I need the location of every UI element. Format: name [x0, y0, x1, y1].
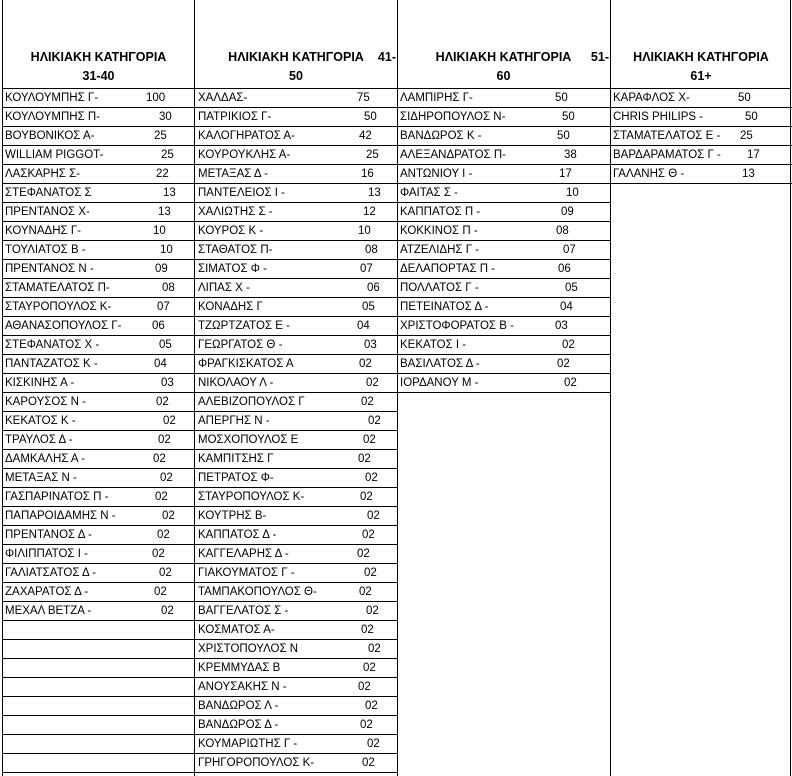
participant-name: ΣΤΑΘΑΤΟΣ Π- — [198, 244, 273, 256]
participant-name: ΑΛΕΞΑΝΔΡΑΤΟΣ Π- — [400, 149, 506, 161]
participant-points: 02 — [367, 510, 380, 522]
participant-points: 16 — [361, 168, 374, 180]
table-row[interactable] — [195, 716, 397, 735]
participant-name: ΜΕΤΑΞΑΣ Δ - — [198, 168, 268, 180]
participant-points: 02 — [158, 434, 171, 446]
participant-points: 02 — [361, 396, 374, 408]
participant-points: 07 — [360, 263, 373, 275]
table-row[interactable] — [2, 317, 195, 336]
participant-points: 30 — [159, 111, 172, 123]
table-row[interactable] — [397, 355, 610, 374]
participant-points: 50 — [745, 111, 758, 123]
participant-points: 02 — [357, 548, 370, 560]
participant-name: ΤΖΩΡΤΖΑΤΟΣ Ε - — [198, 320, 290, 332]
participant-points: 75 — [357, 92, 370, 104]
participant-name: ΤΑΜΠΑΚΟΠΟΥΛΟΣ Θ- — [198, 586, 317, 598]
table-row[interactable] — [195, 108, 397, 127]
participant-name: ΚΟΥΤΡΗΣ Β- — [198, 510, 267, 522]
table-row[interactable] — [2, 488, 195, 507]
table-row[interactable] — [397, 203, 610, 222]
participant-points: 03 — [364, 339, 377, 351]
participant-name: ΑΝΟΥΣΑΚΗΣ Ν - — [198, 681, 287, 693]
participant-name: ΤΟΥΛΙΑΤΟΣ Β - — [5, 244, 86, 256]
participant-name: ΚΟΝΑΔΗΣ Γ — [198, 301, 263, 313]
table-row[interactable] — [2, 602, 195, 621]
participant-name: ΠΕΤΕΙΝΑΤΟΣ Δ - — [400, 301, 489, 313]
participant-name: ΑΤΖΕΛΙΔΗΣ Γ - — [400, 244, 480, 256]
participant-points: 06 — [152, 320, 165, 332]
grid-line — [194, 0, 195, 776]
participant-name: ΣΙΔΗΡΟΠΟΥΛΟΣ Ν- — [400, 111, 506, 123]
category-header-title: ΗΛΙΚΙΑΚΗ ΚΑΤΗΓΟΡΙΑ — [228, 50, 364, 64]
participant-points: 10 — [153, 225, 166, 237]
category-column-4 — [610, 0, 792, 776]
table-row[interactable] — [2, 165, 195, 184]
table-row[interactable] — [195, 260, 397, 279]
category-column-2 — [195, 0, 397, 776]
table-row[interactable] — [195, 279, 397, 298]
category-header — [195, 48, 397, 86]
participant-points: 02 — [153, 453, 166, 465]
table-row[interactable] — [610, 89, 792, 108]
participant-name: ΓΑΣΠΑΡΙΝΑΤΟΣ Π - — [5, 491, 109, 503]
participant-name: ΣΤΕΦΑΝΑΤΟΣ Σ — [5, 187, 92, 199]
participant-name: ΚΕΚΑΤΟΣ Ι - — [400, 339, 467, 351]
participant-name: ΣΤΑΜΑΤΕΛΑΤΟΣ Π- — [5, 282, 110, 294]
table-row[interactable] — [2, 241, 195, 260]
participant-name: WILLIAM PIGGOT- — [5, 149, 104, 161]
participant-name: ΦΙΛΙΠΠΑΤΟΣ Ι - — [5, 548, 88, 560]
table-row[interactable] — [610, 165, 792, 184]
category-header-range-start: 51- — [590, 50, 609, 64]
participant-name: ΚΑΡΑΦΛΟΣ Χ- — [613, 92, 690, 104]
table-row[interactable] — [397, 165, 610, 184]
table-row[interactable] — [2, 108, 195, 127]
participant-name: ΠΡΕΝΤΑΝΟΣ Δ - — [5, 529, 92, 541]
participant-points: 25 — [154, 130, 167, 142]
table-row[interactable] — [610, 108, 792, 127]
participant-name: CHRIS PHILIPS - — [613, 111, 704, 123]
participant-name: ΚΟΣΜΑΤΟΣ Α- — [198, 624, 275, 636]
participant-points: 02 — [366, 377, 379, 389]
participant-points: 02 — [365, 700, 378, 712]
participant-name: ΜΕΤΑΞΑΣ Ν - — [5, 472, 77, 484]
participant-points: 50 — [562, 111, 575, 123]
participant-points: 02 — [154, 586, 167, 598]
category-header — [610, 48, 792, 86]
table-row[interactable] — [2, 526, 195, 545]
participant-points: 25 — [366, 149, 379, 161]
participant-points: 02 — [160, 472, 173, 484]
grid-line — [2, 0, 3, 776]
participant-name: ΚΟΥΝΑΔΗΣ Γ- — [5, 225, 81, 237]
table-row[interactable] — [2, 374, 195, 393]
grid-line — [610, 0, 611, 776]
table-row[interactable] — [2, 412, 195, 431]
participant-points: 02 — [364, 567, 377, 579]
participant-points: 02 — [362, 757, 375, 769]
table-row[interactable] — [397, 374, 610, 393]
table-row[interactable] — [2, 431, 195, 450]
participant-points: 10 — [358, 225, 371, 237]
table-row[interactable] — [2, 469, 195, 488]
category-column-3 — [397, 0, 610, 776]
participant-points: 17 — [559, 168, 572, 180]
participant-points: 10 — [566, 187, 579, 199]
participant-points: 02 — [162, 510, 175, 522]
table-row[interactable] — [397, 336, 610, 355]
participant-points: 42 — [359, 130, 372, 142]
participant-points: 02 — [358, 681, 371, 693]
table-row[interactable] — [2, 640, 195, 659]
table-row[interactable] — [2, 260, 195, 279]
participant-name: ΒΑΣΙΛΑΤΟΣ Δ - — [400, 358, 480, 370]
grid-line — [790, 0, 791, 776]
table-row[interactable] — [2, 564, 195, 583]
category-header-range: 61+ — [690, 69, 712, 83]
table-row[interactable] — [397, 317, 610, 336]
category-header-range: 60 — [496, 69, 511, 83]
table-row[interactable] — [195, 165, 397, 184]
table-row[interactable] — [195, 222, 397, 241]
participant-points: 08 — [556, 225, 569, 237]
table-row[interactable] — [2, 507, 195, 526]
table-row[interactable] — [397, 298, 610, 317]
participant-name: ΧΑΛΔΑΣ- — [198, 92, 248, 104]
participant-name: ΚΟΚΚΙΝΟΣ Π - — [400, 225, 478, 237]
table-row[interactable] — [195, 146, 397, 165]
table-row[interactable] — [195, 526, 397, 545]
participant-points: 02 — [359, 586, 372, 598]
participant-points: 09 — [155, 263, 168, 275]
table-row[interactable] — [2, 355, 195, 374]
participant-name: ΤΡΑΥΛΟΣ Δ - — [5, 434, 73, 446]
table-row[interactable] — [2, 393, 195, 412]
table-row[interactable] — [195, 602, 397, 621]
table-row[interactable] — [195, 754, 397, 773]
participant-name: ΚΟΥΛΟΥΜΠΗΣ Π- — [5, 111, 101, 123]
participant-points: 09 — [561, 206, 574, 218]
participant-name: ΓΑΛΙΑΤΣΑΤΟΣ Δ - — [5, 567, 97, 579]
table-row[interactable] — [2, 336, 195, 355]
participant-name: ΣΙΜΑΤΟΣ Φ - — [198, 263, 267, 275]
participant-name: ΚΑΛΟΓΗΡΑΤΟΣ Α- — [198, 130, 295, 142]
header-divider — [2, 88, 791, 89]
table-row[interactable] — [195, 203, 397, 222]
participant-name: ΒΑΡΔΑΡΑΜΑΤΟΣ Γ - — [613, 149, 721, 161]
participant-name: ΒΑΓΓΕΛΑΤΟΣ Σ - — [198, 605, 289, 617]
table-row[interactable] — [195, 412, 397, 431]
participant-points: 10 — [160, 244, 173, 256]
participant-name: ΓΕΩΡΓΑΤΟΣ Θ - — [198, 339, 283, 351]
participant-points: 04 — [560, 301, 573, 313]
category-column-1 — [2, 0, 195, 776]
participant-points: 05 — [565, 282, 578, 294]
participant-points: 02 — [157, 529, 170, 541]
table-row[interactable] — [195, 241, 397, 260]
table-row[interactable] — [195, 298, 397, 317]
participant-points: 03 — [555, 320, 568, 332]
participant-name: ΔΕΛΑΠΟΡΤΑΣ Π - — [400, 263, 496, 275]
participant-points: 02 — [564, 377, 577, 389]
participant-name: ΣΤΕΦΑΝΑΤΟΣ Χ - — [5, 339, 100, 351]
table-row[interactable] — [2, 583, 195, 602]
participant-points: 02 — [155, 491, 168, 503]
participant-points: 100 — [146, 92, 166, 104]
participant-name: ΒΟΥΒΟΝΙΚΟΣ Α- — [5, 130, 95, 142]
participant-name: ΠΡΕΝΤΑΝΟΣ Χ- — [5, 206, 90, 218]
table-row[interactable] — [195, 450, 397, 469]
participant-name: ΚΑΓΓΕΛΑΡΗΣ Δ - — [198, 548, 289, 560]
participant-points: 13 — [368, 187, 381, 199]
participant-name: ΔΑΜΚΑΛΗΣ Α - — [5, 453, 85, 465]
participant-points: 02 — [367, 738, 380, 750]
participant-name: ΜΟΣΧΟΠΟΥΛΟΣ Ε — [198, 434, 299, 446]
participant-points: 02 — [557, 358, 570, 370]
participant-points: 02 — [163, 415, 176, 427]
participant-name: ΣΤΑΥΡΟΠΟΥΛΟΣ Κ- — [5, 301, 112, 313]
participant-name: ΧΡΙΣΤΟΠΟΥΛΟΣ Ν — [198, 643, 299, 655]
participant-name: ΚΟΥΡΟΥΚΛΗΣ Α- — [198, 149, 291, 161]
table-row[interactable] — [195, 678, 397, 697]
participant-points: 13 — [742, 168, 755, 180]
table-row[interactable] — [195, 659, 397, 678]
participant-points: 02 — [358, 453, 371, 465]
table-row[interactable] — [195, 184, 397, 203]
participant-points: 25 — [740, 130, 753, 142]
participant-points: 02 — [562, 339, 575, 351]
table-row[interactable] — [2, 545, 195, 564]
participant-name: ΑΘΑΝΑΣΟΠΟΥΛΟΣ Γ- — [5, 320, 122, 332]
table-row[interactable] — [195, 697, 397, 716]
category-header-title: ΗΛΙΚΙΑΚΗ ΚΑΤΗΓΟΡΙΑ — [633, 50, 769, 64]
category-header-range: 31-40 — [82, 69, 115, 83]
participant-name: ΧΡΙΣΤΟΦΟΡΑΤΟΣ Β - — [400, 320, 514, 332]
table-row[interactable] — [2, 754, 195, 773]
table-row[interactable] — [195, 355, 397, 374]
participant-name: ΙΟΡΔΑΝΟΥ Μ - — [400, 377, 479, 389]
participant-points: 05 — [159, 339, 172, 351]
participant-points: 07 — [157, 301, 170, 313]
table-row[interactable] — [397, 146, 610, 165]
table-row[interactable] — [2, 146, 195, 165]
grid-line — [397, 0, 398, 776]
table-row[interactable] — [397, 127, 610, 146]
table-row[interactable] — [195, 89, 397, 108]
participant-points: 50 — [557, 130, 570, 142]
participant-name: ΑΠΕΡΓΗΣ Ν - — [198, 415, 270, 427]
participant-points: 02 — [159, 567, 172, 579]
participant-points: 07 — [563, 244, 576, 256]
participant-points: 13 — [158, 206, 171, 218]
table-row[interactable] — [2, 222, 195, 241]
table-row[interactable] — [2, 184, 195, 203]
participant-points: 02 — [363, 434, 376, 446]
participant-points: 22 — [156, 168, 169, 180]
participant-points: 02 — [359, 358, 372, 370]
participant-points: 02 — [361, 624, 374, 636]
table-row[interactable] — [195, 488, 397, 507]
table-row[interactable] — [195, 317, 397, 336]
participant-name: ΚΟΥΛΟΥΜΠΗΣ Γ- — [5, 92, 99, 104]
table-row[interactable] — [397, 184, 610, 203]
table-row[interactable] — [2, 697, 195, 716]
table-row[interactable] — [2, 678, 195, 697]
participant-name: ΚΟΥΜΑΡΙΩΤΗΣ Γ - — [198, 738, 298, 750]
participant-name: ΦΡΑΓΚΙΣΚΑΤΟΣ Α — [198, 358, 294, 370]
participant-points: 50 — [738, 92, 751, 104]
table-row[interactable] — [610, 146, 792, 165]
participant-name: ΜΕΧΑΛ ΒΕΤΖΑ - — [5, 605, 92, 617]
table-row[interactable] — [2, 659, 195, 678]
participant-points: 02 — [368, 643, 381, 655]
participant-name: ΣΤΑΜΑΤΕΛΑΤΟΣ Ε - — [613, 130, 721, 142]
participant-points: 02 — [362, 529, 375, 541]
participant-name: ΑΛΕΒΙΖΟΠΟΥΛΟΣ Γ — [198, 396, 305, 408]
participant-name: ΚΑΡΟΥΣΟΣ Ν - — [5, 396, 86, 408]
participant-points: 02 — [360, 491, 373, 503]
participant-points: 02 — [156, 396, 169, 408]
table-row[interactable] — [397, 241, 610, 260]
participant-name: ΚΑΠΠΑΤΟΣ Δ - — [198, 529, 277, 541]
table-row[interactable] — [2, 450, 195, 469]
table-row[interactable] — [195, 640, 397, 659]
participant-name: ΠΕΤΡΑΤΟΣ Φ- — [198, 472, 274, 484]
participant-name: ΑΝΤΩΝΙΟΥ Ι - — [400, 168, 473, 180]
table-row[interactable] — [195, 507, 397, 526]
participant-points: 02 — [161, 605, 174, 617]
participant-points: 02 — [368, 415, 381, 427]
participant-points: 04 — [154, 358, 167, 370]
table-row[interactable] — [2, 89, 195, 108]
participant-points: 02 — [360, 719, 373, 731]
table-row[interactable] — [2, 735, 195, 754]
participant-points: 13 — [163, 187, 176, 199]
participant-points: 04 — [357, 320, 370, 332]
participant-points: 06 — [367, 282, 380, 294]
participant-name: ΒΑΝΔΩΡΟΣ Λ - — [198, 700, 279, 712]
table-row[interactable] — [195, 431, 397, 450]
table-row[interactable] — [195, 127, 397, 146]
table-row[interactable] — [2, 203, 195, 222]
participant-points: 50 — [555, 92, 568, 104]
participant-points: 02 — [363, 662, 376, 674]
participant-name: ΠΑΝΤΑΖΑΤΟΣ Κ - — [5, 358, 98, 370]
participant-points: 03 — [161, 377, 174, 389]
table-row[interactable] — [195, 564, 397, 583]
category-header-range-start: 41- — [377, 50, 396, 64]
participant-name: ΓΙΑΚΟΥΜΑΤΟΣ Γ - — [198, 567, 295, 579]
participant-points: 08 — [162, 282, 175, 294]
table-row[interactable] — [397, 108, 610, 127]
table-row[interactable] — [2, 298, 195, 317]
table-row[interactable] — [195, 374, 397, 393]
participant-points: 02 — [152, 548, 165, 560]
participant-name: ΒΑΝΔΩΡΟΣ Δ - — [198, 719, 279, 731]
table-row[interactable] — [2, 127, 195, 146]
category-header — [397, 48, 610, 86]
table-row[interactable] — [610, 127, 792, 146]
participant-points: 25 — [161, 149, 174, 161]
participant-name: ΚΙΣΚΙΝΗΣ Α - — [5, 377, 75, 389]
participant-name: ΒΑΝΔΩΡΟΣ Κ - — [400, 130, 482, 142]
participant-points: 08 — [365, 244, 378, 256]
table-row[interactable] — [397, 279, 610, 298]
table-row[interactable] — [195, 583, 397, 602]
participant-points: 38 — [564, 149, 577, 161]
participant-name: ΝΙΚΟΛΑΟΥ Λ - — [198, 377, 274, 389]
participant-name: ΚΡΕΜΜΥΔΑΣ Β — [198, 662, 281, 674]
participant-name: ΠΟΛΛΑΤΟΣ Γ - — [400, 282, 479, 294]
participant-name: ΛΑΣΚΑΡΗΣ Σ- — [5, 168, 81, 180]
participant-name: ΚΑΜΠΙΤΣΗΣ Γ — [198, 453, 274, 465]
participant-name: ΛΑΜΠΙΡΗΣ Γ- — [400, 92, 473, 104]
participant-points: 12 — [363, 206, 376, 218]
participant-points: 02 — [365, 472, 378, 484]
category-header-range: 50 — [289, 69, 303, 83]
participant-name: ΣΤΑΥΡΟΠΟΥΛΟΣ Κ- — [198, 491, 305, 503]
category-header-title: ΗΛΙΚΙΑΚΗ ΚΑΤΗΓΟΡΙΑ — [435, 50, 572, 64]
participant-name: ΖΑΧΑΡΑΤΟΣ Δ - — [5, 586, 89, 598]
participant-name: ΠΡΕΝΤΑΝΟΣ Ν - — [5, 263, 94, 275]
table-row[interactable] — [397, 89, 610, 108]
participant-name: ΓΑΛΑΝΗΣ Θ - — [613, 168, 685, 180]
category-header-title: ΗΛΙΚΙΑΚΗ ΚΑΤΗΓΟΡΙΑ — [30, 50, 167, 64]
participant-points: 50 — [364, 111, 377, 123]
table-row[interactable] — [195, 336, 397, 355]
participant-name: ΠΑΠΑΡΟΙΔΑΜΗΣ Ν - — [5, 510, 116, 522]
table-row[interactable] — [195, 469, 397, 488]
participant-name: ΦΑΙΤΑΣ Σ - — [400, 187, 458, 199]
participant-points: 17 — [747, 149, 760, 161]
table-row[interactable] — [2, 716, 195, 735]
table-row[interactable] — [2, 621, 195, 640]
table-row[interactable] — [195, 393, 397, 412]
participant-name: ΠΑΝΤΕΛΕΙΟΣ Ι - — [198, 187, 285, 199]
table-row[interactable] — [195, 735, 397, 754]
participant-points: 02 — [366, 605, 379, 617]
participant-name: ΠΑΤΡΙΚΙΟΣ Γ- — [198, 111, 272, 123]
participant-name: ΧΑΛΙΩΤΗΣ Σ - — [198, 206, 273, 218]
table-row[interactable] — [397, 222, 610, 241]
participant-name: ΚΕΚΑΤΟΣ Κ - — [5, 415, 76, 427]
category-header — [2, 48, 195, 86]
table-row[interactable] — [2, 279, 195, 298]
table-row[interactable] — [195, 621, 397, 640]
participant-name: ΚΑΠΠΑΤΟΣ Π - — [400, 206, 481, 218]
participant-name: ΓΡΗΓΟΡΟΠΟΥΛΟΣ Κ- — [198, 757, 315, 769]
participant-points: 05 — [362, 301, 375, 313]
table-row[interactable] — [397, 260, 610, 279]
participant-name: ΚΟΥΡΟΣ Κ - — [198, 225, 264, 237]
table-row[interactable] — [195, 545, 397, 564]
participant-name: ΛΙΠΑΣ Χ - — [198, 282, 250, 294]
participant-points: 06 — [558, 263, 571, 275]
